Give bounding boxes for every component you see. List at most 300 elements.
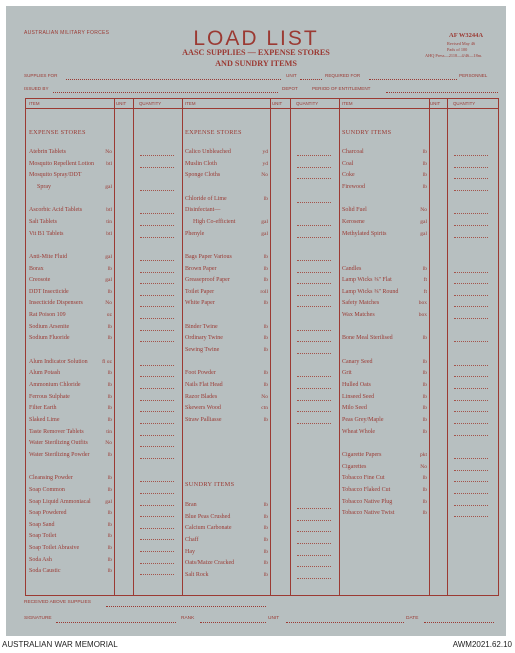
quantity-field[interactable] [140,539,174,540]
quantity-field[interactable] [140,260,174,261]
item-name: Lamp Wicks ⅜" Flat [342,277,392,284]
item-name: Anti-Mite Fluid [29,253,68,260]
quantity-field[interactable] [297,555,331,556]
quantity-field[interactable] [454,213,488,214]
rank-label: RANK [181,616,195,621]
quantity-field[interactable] [297,260,331,261]
item-unit: lb [107,416,112,423]
item-name: Tobacco Fine Cut [342,475,385,482]
item-unit: gal [105,498,112,505]
item-unit: lb [422,486,427,493]
item-name: Insecticide Dispensers [29,300,83,307]
item-name: Disinfectant— [185,207,221,214]
quantity-field[interactable] [140,400,174,401]
item-unit: lb [422,475,427,482]
item-name: Soap Common [29,486,65,493]
quantity-field[interactable] [140,190,174,191]
item-unit: lb [263,513,268,520]
item-name: Bran [185,502,197,508]
item-unit: gal [105,183,112,190]
item-name: Skewers Wood [185,405,221,412]
item-unit: lb [107,521,112,528]
item-unit: lb [107,323,112,330]
item-unit: lb [107,545,112,552]
quantity-field[interactable] [297,531,331,532]
item-unit: lb [263,195,268,202]
quantity-field[interactable] [454,470,488,471]
quantity-field[interactable] [140,411,174,412]
required-for-line [369,79,457,80]
item-unit: gal [420,218,427,225]
received-label: RECEIVED ABOVE SUPPLIES [24,600,91,605]
quantity-field[interactable] [140,528,174,529]
item-name: Hay [185,548,195,555]
quantity-field[interactable] [297,508,331,509]
item-unit: lb [107,393,112,400]
quantity-field[interactable] [297,330,331,331]
received-line [106,606,266,607]
item-name: Milo Seed [342,405,367,412]
quantity-field[interactable] [140,272,174,273]
quantity-field[interactable] [297,376,331,377]
quantity-field[interactable] [297,543,331,544]
footer-unit-label: UNIT [268,616,280,621]
item-name: Salt Rock [185,571,209,578]
item-unit: lb [107,556,112,563]
quantity-field[interactable] [140,213,174,214]
quantity-field[interactable] [297,202,331,203]
quantity-field[interactable] [140,388,174,389]
quantity-field[interactable] [297,353,331,354]
item-name: Filter Earth [29,405,57,412]
quantity-field[interactable] [454,318,488,319]
item-unit: lb [263,416,268,423]
item-name: Peas Grey/Maple [342,416,384,423]
item-name: Sponge Cloths [185,172,221,179]
quantity-field[interactable] [297,400,331,401]
item-name: Tobacco Native Plug [342,498,393,505]
item-unit: lb [107,265,112,272]
item-name: Soap Toilet Abrasive [29,545,80,552]
unit-line [300,79,322,80]
item-name: Ordinary Twine [185,335,223,342]
item-name: DDT Insecticide [29,288,69,295]
item-name: Straw Palliasse [185,416,222,423]
form-subtitle-1: AASC SUPPLIES — EXPENSE STORES [182,48,330,57]
quantity-field[interactable] [140,330,174,331]
item-name: Soap Toilet [29,533,57,540]
item-name: Nails Flat Head [185,382,223,388]
item-unit: No [420,463,427,470]
item-unit: btl [106,207,112,214]
item-unit: lb [263,502,268,508]
item-unit: lb [422,370,427,377]
item-name: Toilet Paper [185,288,215,295]
item-name: Vit B1 Tablets [29,230,64,237]
unit-label: UNIT [286,73,297,78]
item-name: Firewood [342,183,365,190]
item-name: Blue Peas Crushed [185,513,231,520]
col3-item-header: ITEM [342,101,353,106]
item-name: Salt Tablets [29,218,57,225]
item-unit: lb [107,486,112,493]
signature-label: SIGNATURE [24,616,52,621]
item-unit: ctn [261,405,268,412]
item-name: Ammonium Chloride [29,382,81,388]
item-unit: No [261,172,268,179]
item-unit: No [105,149,112,155]
item-name: Tobacco Flaked Cut [342,486,391,493]
col1-item-header: ITEM [29,101,40,106]
item-name: Cleansing Powder [29,475,73,482]
quantity-field[interactable] [297,178,331,179]
col3-section-sundry: SUNDRY ITEMS [342,129,392,136]
quantity-field[interactable] [454,458,488,459]
items-table [25,98,499,596]
form-title: LOAD LIST [193,27,319,50]
quantity-field[interactable] [297,272,331,273]
quantity-field[interactable] [297,225,331,226]
quantity-field[interactable] [140,574,174,575]
quantity-field[interactable] [297,295,331,296]
item-name: Coke [342,172,355,179]
quantity-field[interactable] [297,167,331,168]
item-name: Soap Sand [29,521,55,528]
quantity-field[interactable] [140,237,174,238]
item-unit: lb [107,335,112,342]
item-name: Sewing Twine [185,347,220,354]
item-name: Tobacco Native Twist [342,510,395,517]
quantity-field[interactable] [140,167,174,168]
item-unit: lb [107,568,112,575]
item-name: Hulled Oats [342,382,371,388]
quantity-field[interactable] [454,225,488,226]
item-unit: pkt [419,451,427,458]
quantity-field[interactable] [454,516,488,517]
issued-by-label: ISSUED BY [24,86,49,91]
item-name: Soda Caustic [29,568,61,575]
quantity-field[interactable] [140,376,174,377]
col1-section-expense: EXPENSE STORES [29,129,86,136]
item-name: Kerosene [342,218,365,225]
period-line [386,92,498,93]
item-unit: lb [422,160,427,167]
item-unit: lb [107,451,112,458]
item-name: Sodium Arsenite [29,323,70,330]
quantity-field[interactable] [454,505,488,506]
item-name: Oats/Maize Cracked [185,560,235,567]
quantity-field[interactable] [454,295,488,296]
item-unit: fl oz [102,358,112,365]
col2-quantity-header: QUANTITY [296,101,319,106]
item-unit: box [418,300,427,307]
item-name: White Paper [185,300,215,307]
col1-unit-header: UNIT [116,101,127,106]
quantity-field[interactable] [454,155,488,156]
item-name: Coal [342,160,354,167]
col2-section-sundry: SUNDRY ITEMS [185,481,235,488]
item-name: Solid Fuel [342,207,367,214]
item-unit: yd [262,160,268,167]
item-unit: No [261,393,268,400]
credit-right: AWM2021.62.10 [452,640,512,649]
quantity-field[interactable] [140,563,174,564]
item-unit: No [105,300,112,307]
item-name: Soap Liquid Ammoniacal [29,498,91,505]
item-name: Alum Potash [29,370,61,377]
item-name: Phenyle [185,230,205,237]
item-unit: lb [263,548,268,555]
item-unit: lb [263,347,268,354]
quantity-field[interactable] [140,225,174,226]
item-name: Bone Meal Sterilised [342,335,393,342]
footer-unit-line [286,622,404,623]
item-unit: lb [107,405,112,412]
item-unit: lb [263,525,268,532]
item-name: Creosote [29,277,51,284]
quantity-field[interactable] [297,341,331,342]
period-label: PERIOD OF ENTITLEMENT [312,86,371,91]
item-unit: lb [422,416,427,423]
quantity-field[interactable] [140,295,174,296]
item-unit: gal [105,253,112,260]
item-name: Canary Seed [342,358,373,365]
item-unit: ft [423,277,427,284]
date-label: DATE [406,616,419,621]
item-name: Soda Ash [29,556,52,563]
quantity-field[interactable] [140,446,174,447]
quantity-field[interactable] [140,423,174,424]
rank-line [200,622,266,623]
col2-section-expense: EXPENSE STORES [185,129,242,136]
quantity-field[interactable] [454,341,488,342]
form-subtitle-2: AND SUNDRY ITEMS [215,59,297,68]
item-unit: lb [422,393,427,400]
item-name: Chaff [185,536,199,543]
item-unit: lb [422,382,427,388]
quantity-field[interactable] [140,435,174,436]
personnel-label: PERSONNEL [459,73,488,78]
item-name: Alum Indicator Solution [29,358,88,365]
col2-item-header: ITEM [185,101,196,106]
item-unit: lb [263,323,268,330]
quantity-field[interactable] [297,388,331,389]
quantity-field[interactable] [454,306,488,307]
item-unit: lb [422,335,427,342]
item-name: Methylated Spirits [342,230,387,237]
quantity-field[interactable] [140,481,174,482]
item-unit: yd [262,149,268,155]
depot-label: DEPOT [282,86,298,91]
item-name: Wheat Whole [342,428,376,435]
item-name: Brown Paper [185,265,217,272]
item-unit: lb [422,498,427,505]
item-unit: lb [422,172,427,179]
item-name: High Co-efficient [193,218,236,225]
item-name: Borax [29,265,44,272]
quantity-field[interactable] [140,318,174,319]
quantity-field[interactable] [454,237,488,238]
item-unit: lb [107,288,112,295]
quantity-field[interactable] [454,411,488,412]
quantity-field[interactable] [454,376,488,377]
item-unit: lb [422,265,427,272]
item-name: Linseed Seed [342,393,375,400]
quantity-field[interactable] [297,306,331,307]
item-unit: lb [263,536,268,543]
item-unit: lb [422,510,427,517]
quantity-field[interactable] [140,155,174,156]
item-name: Calcium Carbonate [185,525,232,532]
item-unit: lb [263,382,268,388]
item-unit: lb [263,335,268,342]
item-name: Sodium Fluoride [29,335,70,342]
org-name: AUSTRALIAN MILITARY FORCES [24,30,110,36]
item-name: Wax Matches [342,312,375,319]
quantity-field[interactable] [454,435,488,436]
item-unit: No [105,440,112,447]
item-name: Muslin Cloth [185,160,217,167]
quantity-field[interactable] [454,400,488,401]
item-name: Cigarettes [342,463,367,470]
item-unit: lb [107,533,112,540]
item-name: Atebrin Tablets [29,149,66,155]
quantity-field[interactable] [454,481,488,482]
item-unit: box [418,312,427,319]
item-unit: lb [422,149,427,155]
quantity-field[interactable] [297,566,331,567]
quantity-field[interactable] [140,306,174,307]
item-unit: lb [422,183,427,190]
item-name: Calico Unbleached [185,149,231,155]
item-name: Safety Matches [342,300,380,307]
signature-line [56,622,176,623]
quantity-field[interactable] [454,178,488,179]
item-name: Foot Powder [185,370,216,377]
quantity-field[interactable] [140,516,174,517]
quantity-field[interactable] [297,578,331,579]
item-unit: tin [106,428,112,435]
item-unit: lb [263,560,268,567]
item-unit: tin [106,218,112,225]
col3-unit-header: UNIT [430,101,441,106]
item-unit: gal [261,218,268,225]
quantity-field[interactable] [454,283,488,284]
quantity-field[interactable] [454,167,488,168]
item-name: Spray [37,183,51,190]
col3-quantity-header: QUANTITY [453,101,476,106]
quantity-field[interactable] [454,423,488,424]
item-name: Mosquito Spray/DDT [29,172,82,179]
quantity-field[interactable] [454,272,488,273]
item-name: Water Sterilizing Powder [29,451,90,458]
form-pads: Pads of 100 [447,47,468,52]
item-name: Taste Remover Tablets [29,428,84,435]
item-unit: gal [105,277,112,284]
item-name: Water Sterilizing Outfits [29,440,88,447]
quantity-field[interactable] [297,237,331,238]
item-name: Bags Paper Various [185,253,232,260]
item-unit: lb [422,358,427,365]
item-unit: No [420,207,427,214]
item-unit: btl [106,230,112,237]
item-unit: btl [106,160,112,167]
col1-quantity-header: QUANTITY [139,101,162,106]
load-list-form [6,6,506,636]
item-name: Charcoal [342,149,364,155]
item-unit: oz [106,312,112,319]
quantity-field[interactable] [297,155,331,156]
item-name: Soap Powdered [29,510,67,517]
quantity-field[interactable] [140,458,174,459]
item-unit: lb [263,265,268,272]
required-for-label: REQUIRED FOR [325,73,361,78]
quantity-field[interactable] [454,365,488,366]
item-name: Razor Blades [185,393,218,400]
item-name: Greaseproof Paper [185,277,230,284]
quantity-field[interactable] [140,365,174,366]
quantity-field[interactable] [297,423,331,424]
quantity-field[interactable] [140,493,174,494]
header-rule [26,108,498,109]
item-unit: ft [423,288,427,295]
quantity-field[interactable] [454,493,488,494]
item-name: Candles [342,265,362,272]
item-name: Chloride of Lime [185,195,227,202]
item-name: Rat Poison 109 [29,312,66,319]
quantity-field[interactable] [140,551,174,552]
item-unit: lb [263,571,268,578]
issued-by-line [53,92,278,93]
item-unit: lb [422,405,427,412]
item-unit: lb [263,277,268,284]
item-unit: lb [107,370,112,377]
item-unit: gal [261,230,268,237]
item-name: Ferrous Sulphate [29,393,70,400]
item-unit: roll [260,288,268,295]
item-unit: gal [420,230,427,237]
credit-left: AUSTRALIAN WAR MEMORIAL [2,640,118,649]
form-printer: AHQ Press—2118—4/46—18m. [425,53,483,58]
item-unit: lb [422,428,427,435]
quantity-field[interactable] [454,190,488,191]
quantity-field[interactable] [140,505,174,506]
item-name: Slaked Lime [29,416,60,423]
item-name: Cigarette Papers [342,451,382,458]
quantity-field[interactable] [140,341,174,342]
quantity-field[interactable] [297,283,331,284]
supplies-for-label: SUPPLIES FOR [24,73,58,78]
quantity-field[interactable] [297,520,331,521]
item-unit: lb [107,510,112,517]
quantity-field[interactable] [140,283,174,284]
quantity-field[interactable] [454,388,488,389]
item-name: Binder Twine [185,323,218,330]
item-unit: lb [107,382,112,388]
item-unit: lb [107,475,112,482]
form-revised: Revised May 46 [447,41,476,46]
item-name: Lamp Wicks ⅜" Round [342,288,399,295]
form-number: AF W3244A [449,32,484,39]
item-unit: lb [263,253,268,260]
item-name: Mosquito Repellent Lotion [29,160,94,167]
supplies-for-line [66,79,281,80]
item-unit: lb [263,300,268,307]
item-unit: lb [263,370,268,377]
quantity-field[interactable] [297,411,331,412]
item-name: Ascorbic Acid Tablets [29,207,83,214]
col2-unit-header: UNIT [272,101,283,106]
